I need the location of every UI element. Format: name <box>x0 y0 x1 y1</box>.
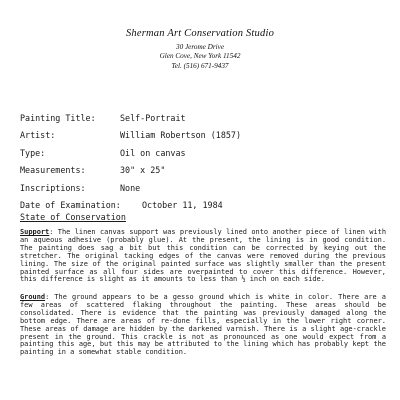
field-value: None <box>120 182 141 193</box>
support-heading: Support <box>20 228 50 236</box>
field-painting-title <box>20 113 390 130</box>
field-inscriptions <box>20 183 390 200</box>
field-artist <box>20 130 390 147</box>
ground-paragraph <box>20 294 386 357</box>
support-paragraph <box>20 229 386 284</box>
field-type <box>20 148 390 165</box>
studio-street: 30 Jerome Drive <box>175 43 225 51</box>
field-label: Inscriptions: <box>20 182 86 193</box>
field-value: Oil on canvas <box>120 147 186 158</box>
studio-name: Sherman Art Conservation Studio <box>125 28 275 39</box>
ground-text: : The ground appears to be a gesso ground which is white in color. There are a few areas of scattered flaking throughout the painting. These areas should be consolidated. There is evidence that the painting was previously damaged along the bottom edge. There are areas of re-done fills, especially in the lower right corner. These areas of damage are hidden by the darkened varnish. There is a slight age-crackle present in the ground. This crackle is not as pronounced as one would expect from a painting this age, but this may be attributed to the lining which has probably kept the painting in a somewhat stable condition. <box>20 293 386 357</box>
studio-city: Glen Cove, New York 11542 <box>159 52 241 61</box>
field-label: Painting Title: <box>20 113 96 123</box>
field-label: Measurements: <box>20 165 86 176</box>
ground-heading: Ground <box>20 293 46 301</box>
field-measurements <box>20 165 390 182</box>
section-heading: State of Conservation <box>20 212 126 222</box>
field-value: October 11, 1984 <box>142 199 223 210</box>
field-value: William Robertson (1857) <box>120 130 242 141</box>
field-label: Date of Examination: <box>20 199 121 210</box>
letterhead <box>0 28 400 71</box>
studio-telephone: Tel. (516) 671-9437 <box>171 61 229 70</box>
field-label: Artist: <box>20 130 56 141</box>
painting-details <box>20 113 390 217</box>
field-value: Self-Portrait <box>120 113 186 123</box>
field-label: Type: <box>20 147 46 158</box>
support-text: : The linen canvas support was previously lined onto another piece of linen with an aqueous adhesive (probably glue). At the present, the lining is in good condition. The painting does sag a bit but this condition can be corrected by keying out the stretcher. The original tacking edges of the canvas were removed during the previous lining. The size of the original painted surface was slightly smaller than the present painted surface as all four sides are overpainted to cover this difference. However, this difference is slight as it amounts to less than ½ inch on each side. <box>20 228 386 284</box>
field-value: 30" x 25" <box>120 165 166 176</box>
